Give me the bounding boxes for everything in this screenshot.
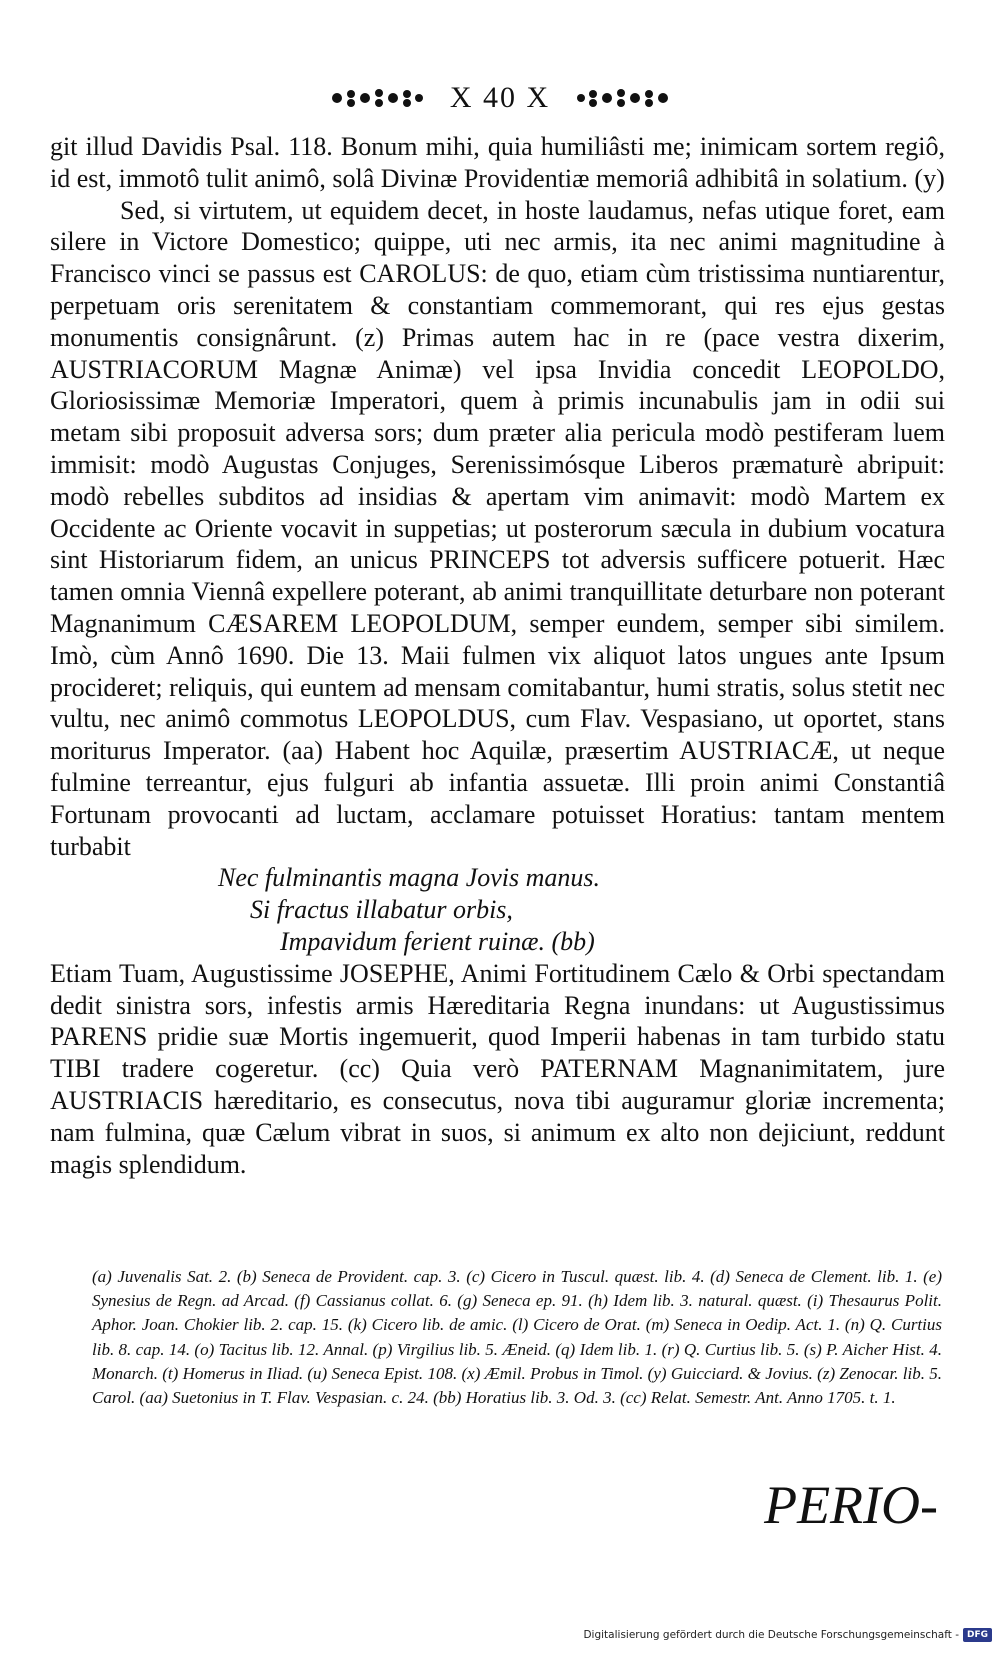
paragraph-2: Sed, si virtutem, ut equidem decet, in hoste laudamus, nefas utique foret, eam silere in Victore Domestico; quippe, uti nec armis, ita nec animi magnitudine à Francisco vinci se passus est CAROLUS: de quo, etiam cùm tristissima nuntiarentur, perpetuam oris serenitatem & constantiam commemorant, qui res ejus gestas monumentis consignârunt. (z) Primas autem hac in re (pace vestra dixerim, AUSTRIACORUM Magnæ Animæ) vel ipsa Invidia concedit LEOPOLDO, Gloriosissimæ Memoriæ Imperatori, quem à primis incunabulis jam in odii sui metam sibi proposuit adversa sors; dum præter alia pericula modò pestiferam luem immisit: modò Augustas Conjuges, Serenissimósque Liberos præmaturè abripuit: modò rebelles subditos ad insidias & apertam vim animavit: modò Martem ex Occidente ac Oriente vocavit in suppetias; ut posterorum sæcula in dubium vocatura sint Historiarum fidem, an unicus PRINCEPS tot adversis sufficere potuerit. Hæc tamen omnia Viennâ expellere poterant, ab animi tranquillitate deturbare non poterant Magnanimum CÆSAREM LEOPOLDUM, semper eundem, semper sibi similem. Imò, cùm Annô 1690. Die 13. Maii fulmen vix aliquot latos ungues ante Ipsum procideret; reliquis, qui euntem ad mensam comitabantur, humi stratis, solus stetit nec vultu, nec animô commotus LEOPOLDUS, cum Flav. Vespasiano, ut oportet, stans moriturus Imperator. (aa) Habent hoc Aquilæ, præsertim AUSTRIACÆ, ut neque fulmine terreantur, ejus fulguri ab infantia assuetæ. Illi proin animi Constantiâ Fortunam provocanti ad luctam, acclamare potuisset Horatius: tantam mentem turbabit (50, 195, 945, 861)
main-text (50, 131, 945, 1180)
paragraph-3: Etiam Tuam, Augustissime JOSEPHE, Animi Fortitudinem Cælo & Orbi spectandam dedit sinistra sors, infestis armis Hæreditaria Regna inundans: ut Augustissimus PARENS pridie suæ Mortis ingemuerit, quod Imperii habenas in tam turbido statu TIBI tradere cogeretur. (cc) Quia verò PATERNAM Magnanimitatem, jure AUSTRIACIS hæreditario, es consecutus, nova tibi auguramur gloriæ incrementa; nam fulmina, quæ Cælum vibrat in suos, si animum ex alto non dejiciunt, reddunt magis splendidum. (50, 958, 945, 1179)
digitization-footer (583, 1625, 992, 1645)
footer-text: Digitalisierung gefördert durch die Deutsche Forschungsgemeinschaft - (583, 1629, 959, 1641)
verse-line-1: Nec fulminantis magna Jovis manus. (218, 863, 601, 893)
left-ornament-icon (329, 85, 424, 111)
dfg-logo: DFG (963, 1628, 992, 1642)
paragraph-1: git illud Davidis Psal. 118. Bonum mihi, quia humiliâsti me; inimicam sortem regiô, id est, immotô tulit animô, solâ Divinæ Providentiæ memoriâ adhibitâ in solatium. (y) (50, 132, 945, 193)
right-ornament-icon (576, 85, 671, 111)
page-number: X 40 X (449, 81, 551, 114)
verse-line-3: Impavidum ferient ruinæ. (bb) (280, 926, 595, 956)
catchword: PERIO- (764, 1475, 938, 1535)
verse-line-2: Si fractus illabatur orbis, (250, 895, 513, 925)
footnotes: (a) Juvenalis Sat. 2. (b) Seneca de Provident. cap. 3. (c) Cicero in Tuscul. quæst. lib. 4. (d) Seneca de Clement. lib. 1. (e) Synesius de Regn. ad Arcad. (f) Cassianus collat. 6. (g) Seneca ep. 91. (h) Idem lib. 3. natural. quæst. (i) Thesaurus Polit. Aphor. Joan. Chokier lib. 2. cap. 15. (k) Cicero lib. de amic. (l) Cicero de Orat. (m) Seneca in Oedip. Act. 1. (n) Q. Curtius lib. 8. cap. 14. (o) Tacitus lib. 12. Annal. (p) Virgilius lib. 5. Æneid. (q) Idem lib. 1. (r) Q. Curtius lib. 5. (s) P. Aicher Hist. 4. Monarch. (t) Homerus in Iliad. (u) Seneca Epist. 108. (x) Æmil. Probus in Timol. (y) Guicciard. & Jovius. (z) Zenocar. lib. 5. Carol. (aa) Suetonius in T. Flav. Vespasian. c. 24. (bb) Horatius lib. 3. Od. 3. (cc) Relat. Semestr. Ant. Anno 1705. t. 1. (92, 1267, 942, 1408)
page-header (0, 80, 1000, 115)
